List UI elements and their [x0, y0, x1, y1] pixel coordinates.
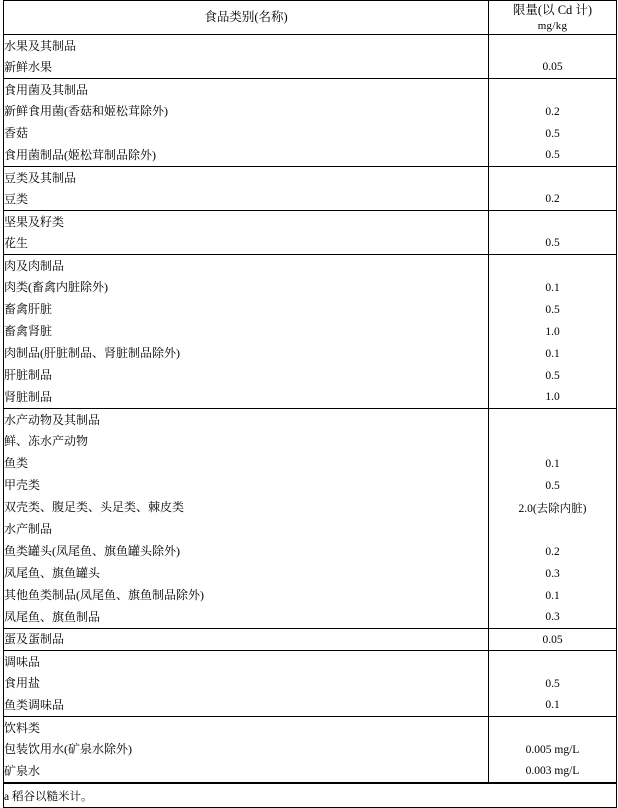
table-row [4, 255, 617, 277]
row-category-name: 畜禽肾脏 [4, 321, 489, 343]
row-limit-value: 0.05 [489, 57, 617, 79]
row-category-name: 肉类(畜禽内脏除外) [4, 277, 489, 299]
row-limit-value: 2.0(去除内脏) [489, 497, 617, 519]
row-limit-value [489, 431, 617, 453]
table-row [4, 211, 617, 233]
row-limit-value [489, 409, 617, 431]
row-limit-value: 0.1 [489, 343, 617, 365]
table-body [4, 1, 617, 783]
header-cell-category [4, 1, 489, 35]
table-row [4, 541, 617, 563]
table-row [4, 35, 617, 57]
row-limit-value: 0.1 [489, 453, 617, 475]
row-category-name: 凤尾鱼、旗鱼罐头 [4, 563, 489, 585]
table-row [4, 343, 617, 365]
row-category-name: 食用菌制品(姬松茸制品除外) [4, 145, 489, 167]
row-category-name: 水产制品 [4, 519, 489, 541]
table-row [4, 717, 617, 739]
row-limit-value: 0.1 [489, 695, 617, 717]
table-row [4, 453, 617, 475]
table-row [4, 585, 617, 607]
row-category-name: 凤尾鱼、旗鱼制品 [4, 607, 489, 629]
row-limit-value: 0.003 mg/L [489, 761, 617, 783]
row-limit-value: 0.2 [489, 101, 617, 123]
header-limit-unit: mg/kg [537, 19, 568, 32]
row-category-name: 调味品 [4, 651, 489, 673]
table-row [4, 739, 617, 761]
row-limit-value: 0.2 [489, 541, 617, 563]
table-row [4, 123, 617, 145]
footnote-cell: a 稻谷以糙米计。 [4, 784, 617, 808]
row-category-name: 双壳类、腹足类、头足类、棘皮类 [4, 497, 489, 519]
row-category-name: 饮料类 [4, 717, 489, 739]
row-category-name: 水果及其制品 [4, 35, 489, 57]
row-category-name: 鱼类 [4, 453, 489, 475]
row-limit-value: 0.5 [489, 673, 617, 695]
row-limit-value: 0.3 [489, 563, 617, 585]
table-row [4, 673, 617, 695]
contaminant-limits-table [3, 0, 617, 783]
row-category-name: 食用菌及其制品 [4, 79, 489, 101]
row-category-name: 花生 [4, 233, 489, 255]
row-category-name: 肉制品(肝脏制品、肾脏制品除外) [4, 343, 489, 365]
table-row [4, 189, 617, 211]
row-limit-value [489, 35, 617, 57]
row-limit-value: 0.3 [489, 607, 617, 629]
row-limit-value [489, 717, 617, 739]
row-limit-value: 0.5 [489, 475, 617, 497]
row-limit-value: 0.5 [489, 123, 617, 145]
row-category-name: 肝脏制品 [4, 365, 489, 387]
table-row [4, 563, 617, 585]
row-category-name: 食用盐 [4, 673, 489, 695]
row-category-name: 鱼类罐头(凤尾鱼、旗鱼罐头除外) [4, 541, 489, 563]
row-limit-value: 1.0 [489, 387, 617, 409]
row-limit-value: 0.1 [489, 277, 617, 299]
table-header-row [4, 1, 617, 35]
table-row [4, 651, 617, 673]
table-row [4, 629, 617, 651]
table-row [4, 167, 617, 189]
row-category-name: 鲜、冻水产动物 [4, 431, 489, 453]
row-category-name: 坚果及籽类 [4, 211, 489, 233]
row-limit-value: 1.0 [489, 321, 617, 343]
row-category-name: 甲壳类 [4, 475, 489, 497]
table-row [4, 233, 617, 255]
table-row [4, 519, 617, 541]
row-category-name: 畜禽肝脏 [4, 299, 489, 321]
row-category-name: 香菇 [4, 123, 489, 145]
row-limit-value: 0.5 [489, 233, 617, 255]
table-row [4, 387, 617, 409]
header-limit-label: 限量(以 Cd 计) [512, 2, 593, 17]
header-cell-limit [489, 1, 617, 35]
footnote-row [4, 784, 617, 808]
row-category-name: 水产动物及其制品 [4, 409, 489, 431]
table-row [4, 365, 617, 387]
footnote-table [3, 783, 617, 808]
row-category-name: 肉及肉制品 [4, 255, 489, 277]
row-limit-value: 0.5 [489, 299, 617, 321]
row-category-name: 肾脏制品 [4, 387, 489, 409]
row-category-name: 新鲜食用菌(香菇和姬松茸除外) [4, 101, 489, 123]
row-limit-value: 0.2 [489, 189, 617, 211]
row-limit-value [489, 651, 617, 673]
row-limit-value [489, 211, 617, 233]
row-category-name: 蛋及蛋制品 [4, 629, 489, 651]
row-category-name: 新鲜水果 [4, 57, 489, 79]
table-row [4, 321, 617, 343]
header-category-label: 食品类别(名称) [204, 10, 288, 25]
row-category-name: 矿泉水 [4, 761, 489, 783]
row-category-name: 其他鱼类制品(凤尾鱼、旗鱼制品除外) [4, 585, 489, 607]
table-row [4, 409, 617, 431]
table-row [4, 101, 617, 123]
row-category-name: 包装饮用水(矿泉水除外) [4, 739, 489, 761]
table-row [4, 475, 617, 497]
table-row [4, 607, 617, 629]
table-row [4, 57, 617, 79]
table-row [4, 761, 617, 783]
table-row [4, 431, 617, 453]
row-category-name: 豆类及其制品 [4, 167, 489, 189]
row-limit-value [489, 519, 617, 541]
row-limit-value [489, 167, 617, 189]
row-limit-value: 0.5 [489, 365, 617, 387]
row-limit-value: 0.005 mg/L [489, 739, 617, 761]
row-limit-value [489, 255, 617, 277]
row-limit-value: 0.5 [489, 145, 617, 167]
table-row [4, 497, 617, 519]
table-row [4, 695, 617, 717]
row-limit-value [489, 79, 617, 101]
table-row [4, 277, 617, 299]
row-category-name: 豆类 [4, 189, 489, 211]
row-category-name: 鱼类调味品 [4, 695, 489, 717]
table-row [4, 145, 617, 167]
row-limit-value: 0.05 [489, 629, 617, 651]
row-limit-value: 0.1 [489, 585, 617, 607]
table-row [4, 299, 617, 321]
table-row [4, 79, 617, 101]
